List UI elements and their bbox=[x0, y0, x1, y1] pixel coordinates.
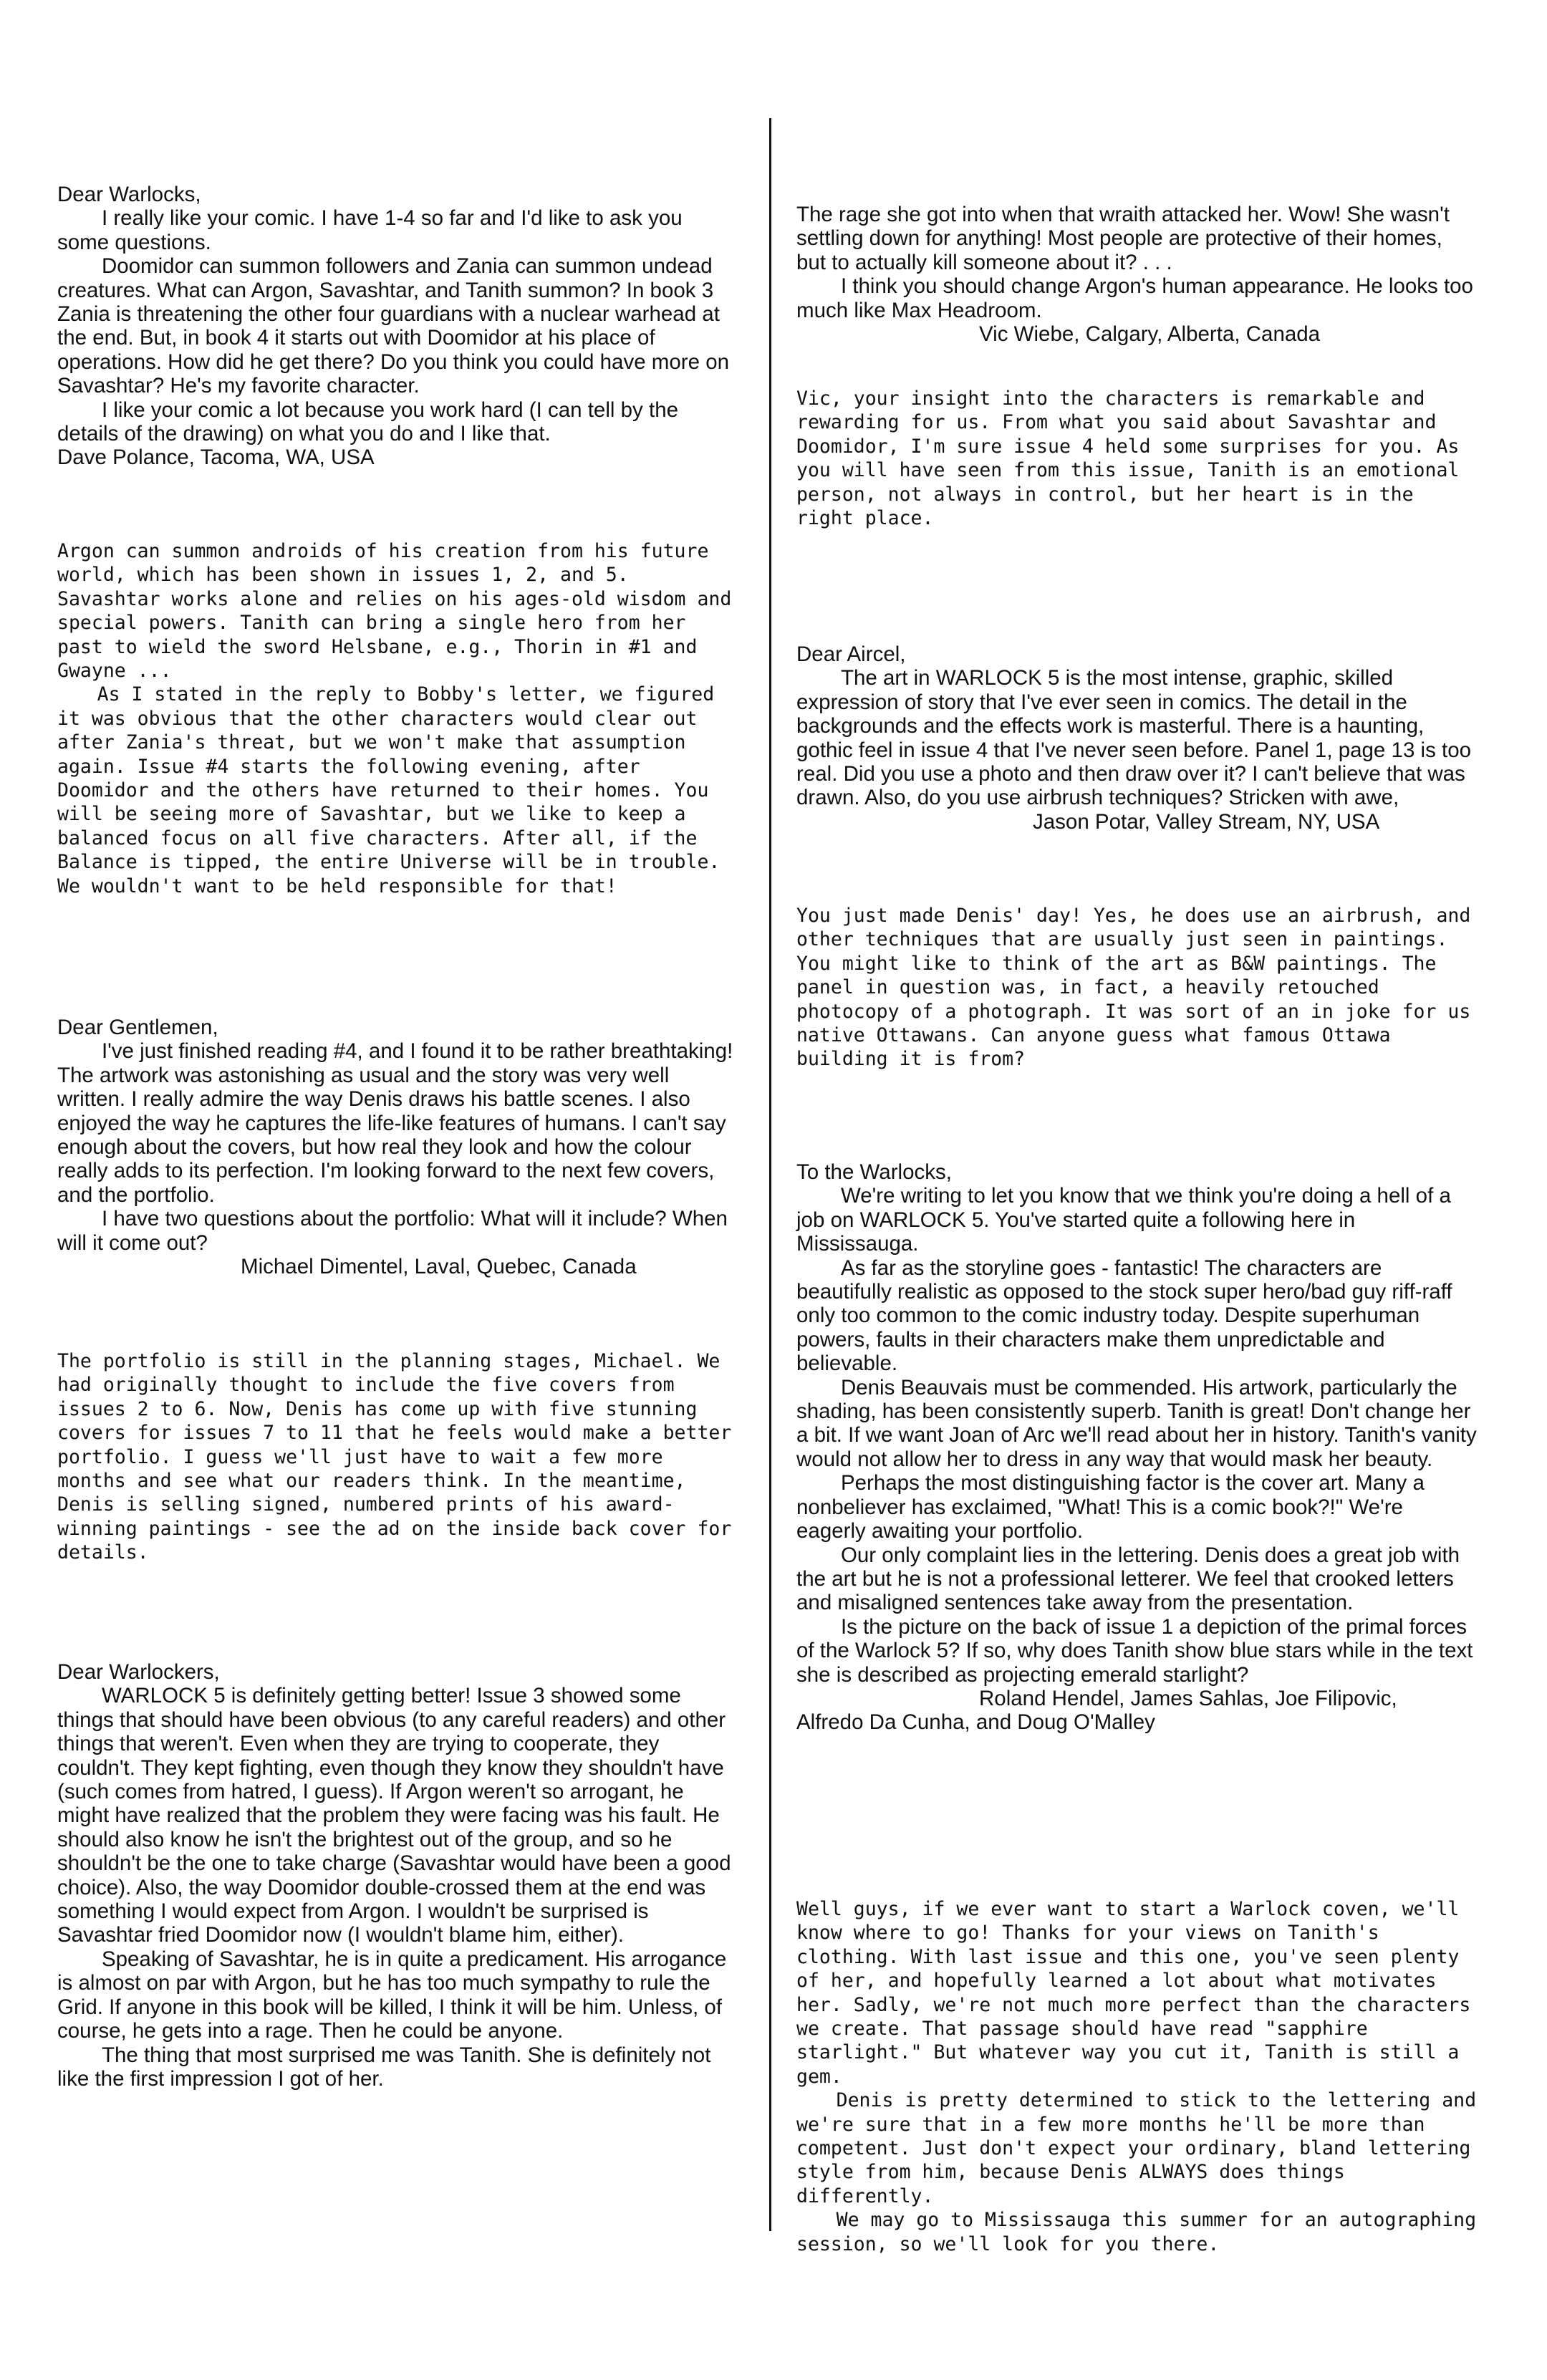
letter-dave-polance bbox=[57, 183, 738, 470]
letter-signature-line: Roland Hendel, James Sahlas, Joe Filipovic, bbox=[979, 1686, 1397, 1710]
letter-paragraph: Is the picture on the back of issue 1 a depiction of the primal forces of the Warlock 5? If so, why does Tanith show blue stars while in the text she is described as projecting emerald starlight? bbox=[796, 1614, 1473, 1687]
letter-salutation: Dear Aircel, bbox=[796, 642, 906, 666]
letter-signature: Michael Dimentel, Laval, Quebec, Canada bbox=[241, 1255, 637, 1279]
letter-paragraph: As far as the storyline goes - fantastic! The characters are beautifully realistic as opposed to the stock super hero/bad guy riff-raff only too common to the comic industry today. Despite superhuman powers, faults in their characters make them unpredictable and believable. bbox=[796, 1256, 1452, 1376]
letter-paragraph: Doomidor can summon followers and Zania can summon undead creatures. What can Argon, Savashtar, and Tanith summon? In book 3 Zania is threatening the other four guardians with a nuclear warhead at the end. But, in book 4 it starts out with Doomidor at his place of operations. How did he get there? Do you think you could have more on Savashtar? He's my favorite character. bbox=[57, 254, 730, 398]
reply-paragraph: Well guys, if we ever want to start a Warlock coven, we'll know where to go! Thanks for your views on Tanith's clothing. With last issue and this one, you've seen plenty of her, and hopefully learned a lot about what motivates her. Sadly, we're not much more perfect than the characters we create. That passage should have read "sapphire starlight." But whatever way you cut it, Tanith is still a gem. bbox=[796, 1898, 1471, 2088]
letter-paragraph: I've just finished reading #4, and I found it to be rather breathtaking! The artwork was astonishing as usual and the story was very well written. I really admire the way Denis draws his battle scenes. I also enjoyed the way he captures the life-like features of humans. I can't say enough about the covers, but how real they look and how the colour really adds to its perfection. I'm looking forward to the next few covers, and the portfolio. bbox=[57, 1039, 733, 1207]
letter-signature: Jason Potar, Valley Stream, NY, USA bbox=[1033, 809, 1380, 834]
reply-paragraph: The portfolio is still in the planning stages, Michael. We had originally thought to include the five covers from issues 2 to 6. Now, Denis has come up with five stunning covers for issues 7 to 11 that he feels would make a better portfolio. I guess we'll just have to wait a few more months and see what our readers think. In the meantime, Denis is selling signed, numbered prints of his award-winning paintings - see the ad on the inside back cover for details. bbox=[57, 1350, 732, 1564]
letter-signature-line: Alfredo Da Cunha, and Doug O'Malley bbox=[796, 1710, 1155, 1735]
letter-vic-wiebe-part2 bbox=[796, 203, 1477, 346]
letter-paragraph: Our only complaint lies in the lettering. Denis does a great job with the art but he is not a professional letterer. We feel that crooked letters and misaligned sentences take away from the presentation. bbox=[796, 1543, 1460, 1615]
letter-paragraph: I like your comic a lot because you work hard (I can tell by the details of the drawing) on what you do and I like that. bbox=[57, 398, 679, 446]
letter-mississauga-group bbox=[796, 1160, 1477, 1735]
letter-paragraph: The thing that most surprised me was Tanith. She is definitely not like the first impression I got of her. bbox=[57, 2043, 711, 2091]
reply-paragraph: Argon can summon androids of his creation from his future world, which has been shown in issues 1, 2, and 5. Savashtar works alone and relies on his ages-old wisdom and special powers. Tanith can bring a single hero from her past to wield the sword Helsbane, e.g., Thorin in #1 and Gwayne ... bbox=[57, 540, 732, 683]
letter-paragraph: The art in WARLOCK 5 is the most intense, graphic, skilled expression of story that I've ever seen in comics. The detail in the backgrounds and the effects work is masterful. There is a haunting, gothic feel in issue 4 that I've never seen before. Panel 1, page 13 is too real. Did you use a photo and then draw over it? I can't believe that was drawn. Also, do you use airbrush techniques? Stricken with awe, bbox=[796, 666, 1472, 810]
letter-signature: Vic Wiebe, Calgary, Alberta, Canada bbox=[979, 322, 1321, 347]
letter-salutation: To the Warlocks, bbox=[796, 1160, 952, 1184]
letter-paragraph: We're writing to let you know that we think you're doing a hell of a job on WARLOCK 5. You've started quite a following here in Mississauga. bbox=[796, 1184, 1451, 1256]
reply-dave-polance bbox=[57, 539, 738, 898]
reply-mississauga-group bbox=[796, 1897, 1477, 2256]
letter-paragraph: Speaking of Savashtar, he is in quite a predicament. His arrogance is almost on par with Argon, but he has too much sympathy to rule the Grid. If anyone in this book will be killed, I think it will be him. Unless, of course, he gets into a rage. Then he could be anyone. bbox=[57, 1947, 727, 2043]
letter-paragraph: WARLOCK 5 is definitely getting better! Issue 3 showed some things that should have been obvious (to any careful readers) and other things that weren't. Even when they are trying to cooperate, they couldn't. They kept fighting, even though they know they shouldn't have (such comes from hatred, I guess). If Argon weren't so arrogant, he might have realized that the problem they were facing was his fault. He should also know he isn't the brightest out of the group, and so he shouldn't be the one to take charge (Savashtar would have been a good choice). Also, the way Doomidor double-crossed them at the end was something I would expect from Argon. I wouldn't be surprised is Savashtar fried Doomidor now (I wouldn't blame him, either). bbox=[57, 1684, 731, 1947]
reply-paragraph: Vic, your insight into the characters is remarkable and rewarding for us. From what you said about Savashtar and Doomidor, I'm sure issue 4 held some surprises for you. As you will have seen from this issue, Tanith is an emotional person, not always in control, but her heart is in the right place. bbox=[796, 387, 1460, 530]
reply-paragraph: You just made Denis' day! Yes, he does use an airbrush, and other techniques that are usually just seen in paintings. You might like to think of the art as B&W paintings. The panel in question was, in fact, a heavily retouched photocopy of a photograph. It was sort of an in joke for us native Ottawans. Can anyone guess what famous Ottawa building it is from? bbox=[796, 905, 1471, 1071]
letter-paragraph: I really like your comic. I have 1-4 so far and I'd like to ask you some questions. bbox=[57, 206, 683, 254]
letter-paragraph: I have two questions about the portfolio: What will it include? When will it come out? bbox=[57, 1207, 728, 1255]
letter-vic-wiebe-part1 bbox=[57, 1660, 738, 2091]
letter-signature: Dave Polance, Tacoma, WA, USA bbox=[57, 445, 375, 470]
letter-paragraph: I think you should change Argon's human appearance. He looks too much like Max Headroom. bbox=[796, 274, 1473, 322]
letter-paragraph: Denis Beauvais must be commended. His artwork, particularly the shading, has been consistently superb. Tanith is great! Don't change her a bit. If we want Joan of Arc we'll read about her in history. Tanith's vanity would not allow her to dress in any way that would mask her beauty. bbox=[796, 1375, 1477, 1471]
letter-paragraph: The rage she got into when that wraith attacked her. Wow! She wasn't settling down for anything! Most people are protective of their homes, but to actually kill someone about it? . . . bbox=[796, 203, 1450, 274]
reply-vic-wiebe bbox=[796, 387, 1477, 530]
reply-michael-dimentel bbox=[57, 1349, 738, 1565]
letter-jason-potar bbox=[796, 642, 1477, 834]
column-divider bbox=[769, 118, 771, 2231]
reply-paragraph: As I stated in the reply to Bobby's letter, we figured it was obvious that the other characters would clear out after Zania's threat, but we won't make that assumption again. Issue #4 starts the following evening, after Doomidor and the others have returned to their homes. You will be seeing more of Savashtar, but we like to keep a balanced focus on all five characters. After all, if the Balance is tipped, the entire Universe will be in trouble. We wouldn't want to be held responsible for that! bbox=[57, 683, 721, 897]
reply-paragraph: We may go to Mississauga this summer for an autographing session, so we'll look for you there. bbox=[796, 2209, 1477, 2255]
letter-michael-dimentel bbox=[57, 1016, 738, 1278]
reply-jason-potar bbox=[796, 904, 1477, 1071]
letter-salutation: Dear Gentlemen, bbox=[57, 1016, 218, 1039]
letter-paragraph: Perhaps the most distinguishing factor is the cover art. Many a nonbeliever has exclaimed, "What! This is a comic book?!" We're eagerly awaiting your portfolio. bbox=[796, 1471, 1425, 1543]
letter-salutation: Dear Warlockers, bbox=[57, 1660, 220, 1684]
reply-paragraph: Denis is pretty determined to stick to the lettering and we're sure that in a few more months he'll be more than competent. Just don't expect your ordinary, bland lettering style from him, because Denis ALWAYS does things differently. bbox=[796, 2089, 1477, 2207]
letter-salutation: Dear Warlocks, bbox=[57, 183, 201, 206]
